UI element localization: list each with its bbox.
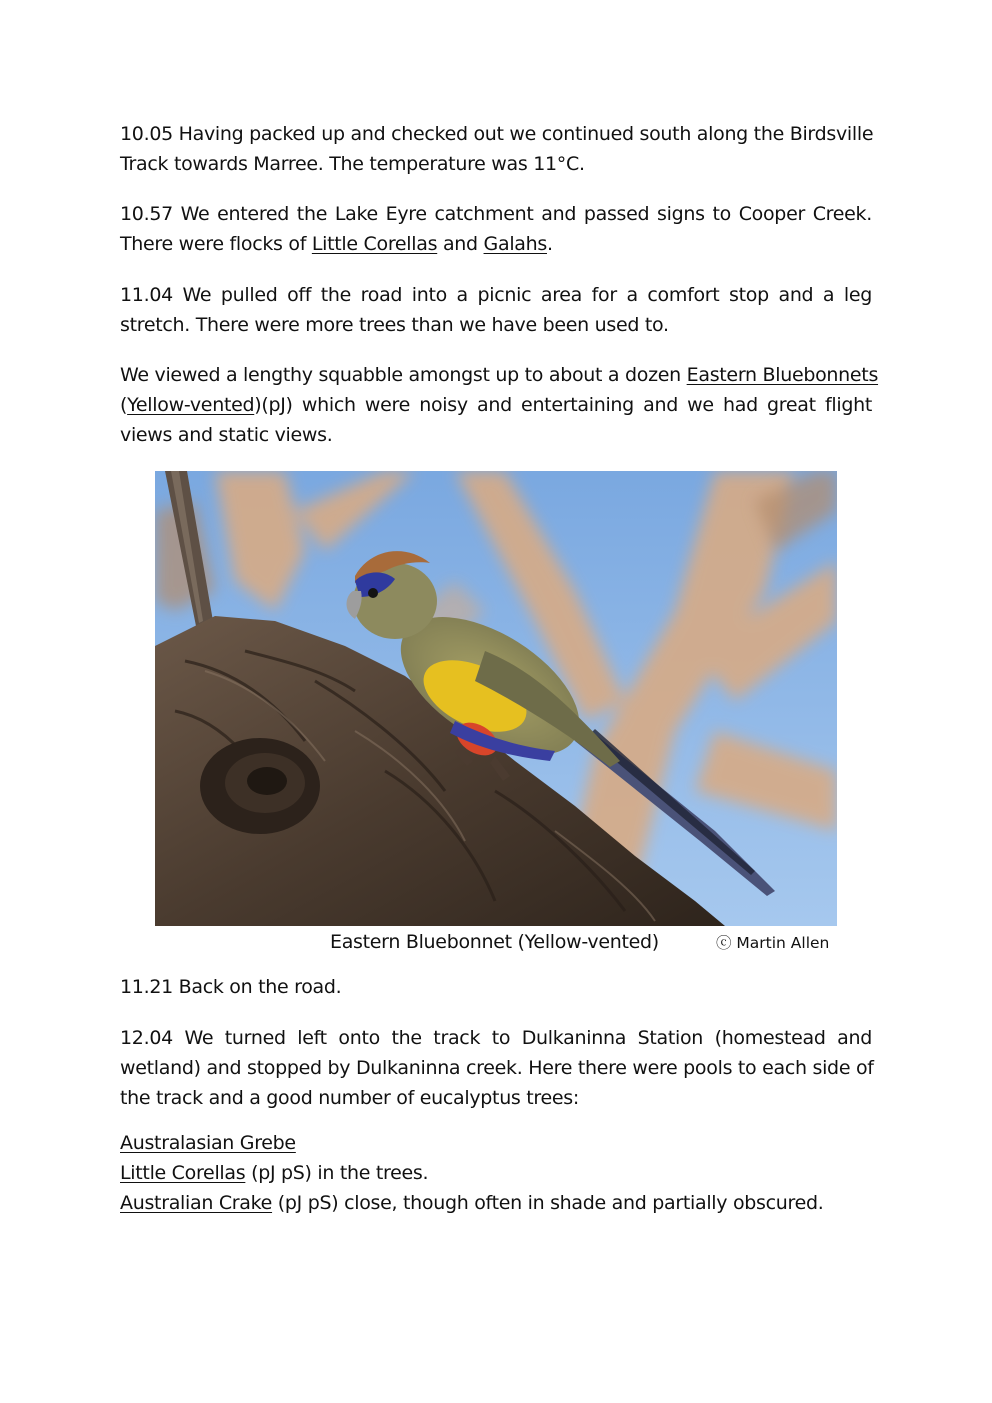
species-list xyxy=(120,1128,880,1218)
paragraph-1104 xyxy=(120,280,872,340)
text-line: the track and a good number of eucalyptus trees: xyxy=(120,1087,579,1109)
text-segment: . xyxy=(546,233,553,255)
species-note: (pJ pS) in the trees. xyxy=(245,1162,429,1184)
link-galahs[interactable]: Galahs xyxy=(483,233,547,255)
text-line: 10.05 Having packed up and checked out we continued south along the Birdsville xyxy=(120,123,874,145)
text-line: 11.04 We pulled off the road into a picnic area for a comfort stop and a leg xyxy=(120,284,872,306)
eastern-bluebonnet-illustration xyxy=(155,471,837,926)
paragraph-1121 xyxy=(120,972,872,1002)
link-yellow-vented[interactable]: Yellow-vented xyxy=(127,394,255,416)
text-line: 12.04 We turned left onto the track to Dulkaninna Station (homestead and xyxy=(120,1027,872,1049)
text-line xyxy=(120,390,872,420)
paragraph-1204 xyxy=(120,1023,872,1113)
list-item xyxy=(120,1158,880,1188)
text-line: Track towards Marree. The temperature was 11°C. xyxy=(120,153,585,175)
paragraph-bluebonnets xyxy=(120,360,879,450)
text-line xyxy=(120,360,879,390)
text-segment: We viewed a lengthy squabble amongst up to about a dozen xyxy=(120,364,687,386)
species-note: (pJ pS) close, though often in shade and partially obscured. xyxy=(272,1192,824,1214)
species-link[interactable]: Little Corellas xyxy=(120,1162,246,1184)
species-link[interactable]: Australian Crake xyxy=(120,1192,273,1214)
photo-caption: Eastern Bluebonnet (Yellow-vented) xyxy=(330,931,659,953)
text-segment: )(pJ) which were noisy and entertaining and we had great flight xyxy=(254,394,872,416)
text-line xyxy=(120,229,872,259)
paragraph-1005 xyxy=(120,119,872,179)
bird-photo xyxy=(155,471,837,926)
link-little-corellas[interactable]: Little Corellas xyxy=(311,233,438,255)
list-item xyxy=(120,1188,880,1218)
text-segment: There were flocks of xyxy=(120,233,312,255)
text-line: 10.57 We entered the Lake Eyre catchment and passed signs to Cooper Creek. xyxy=(120,203,872,225)
link-eastern-bluebonnets[interactable]: Eastern Bluebonnets xyxy=(686,364,879,386)
text-line: stretch. There were more trees than we have been used to. xyxy=(120,314,669,336)
paragraph-1057 xyxy=(120,199,872,259)
text-line: views and static views. xyxy=(120,424,333,446)
text-line: wetland) and stopped by Dulkaninna creek. Here there were pools to each side of xyxy=(120,1057,874,1079)
text-segment: ( xyxy=(120,394,128,416)
list-item xyxy=(120,1128,880,1158)
text-segment: and xyxy=(437,233,484,255)
photo-credit: ⓒ Martin Allen xyxy=(716,934,830,952)
text-line: 11.21 Back on the road. xyxy=(120,976,342,998)
species-link[interactable]: Australasian Grebe xyxy=(120,1132,296,1154)
